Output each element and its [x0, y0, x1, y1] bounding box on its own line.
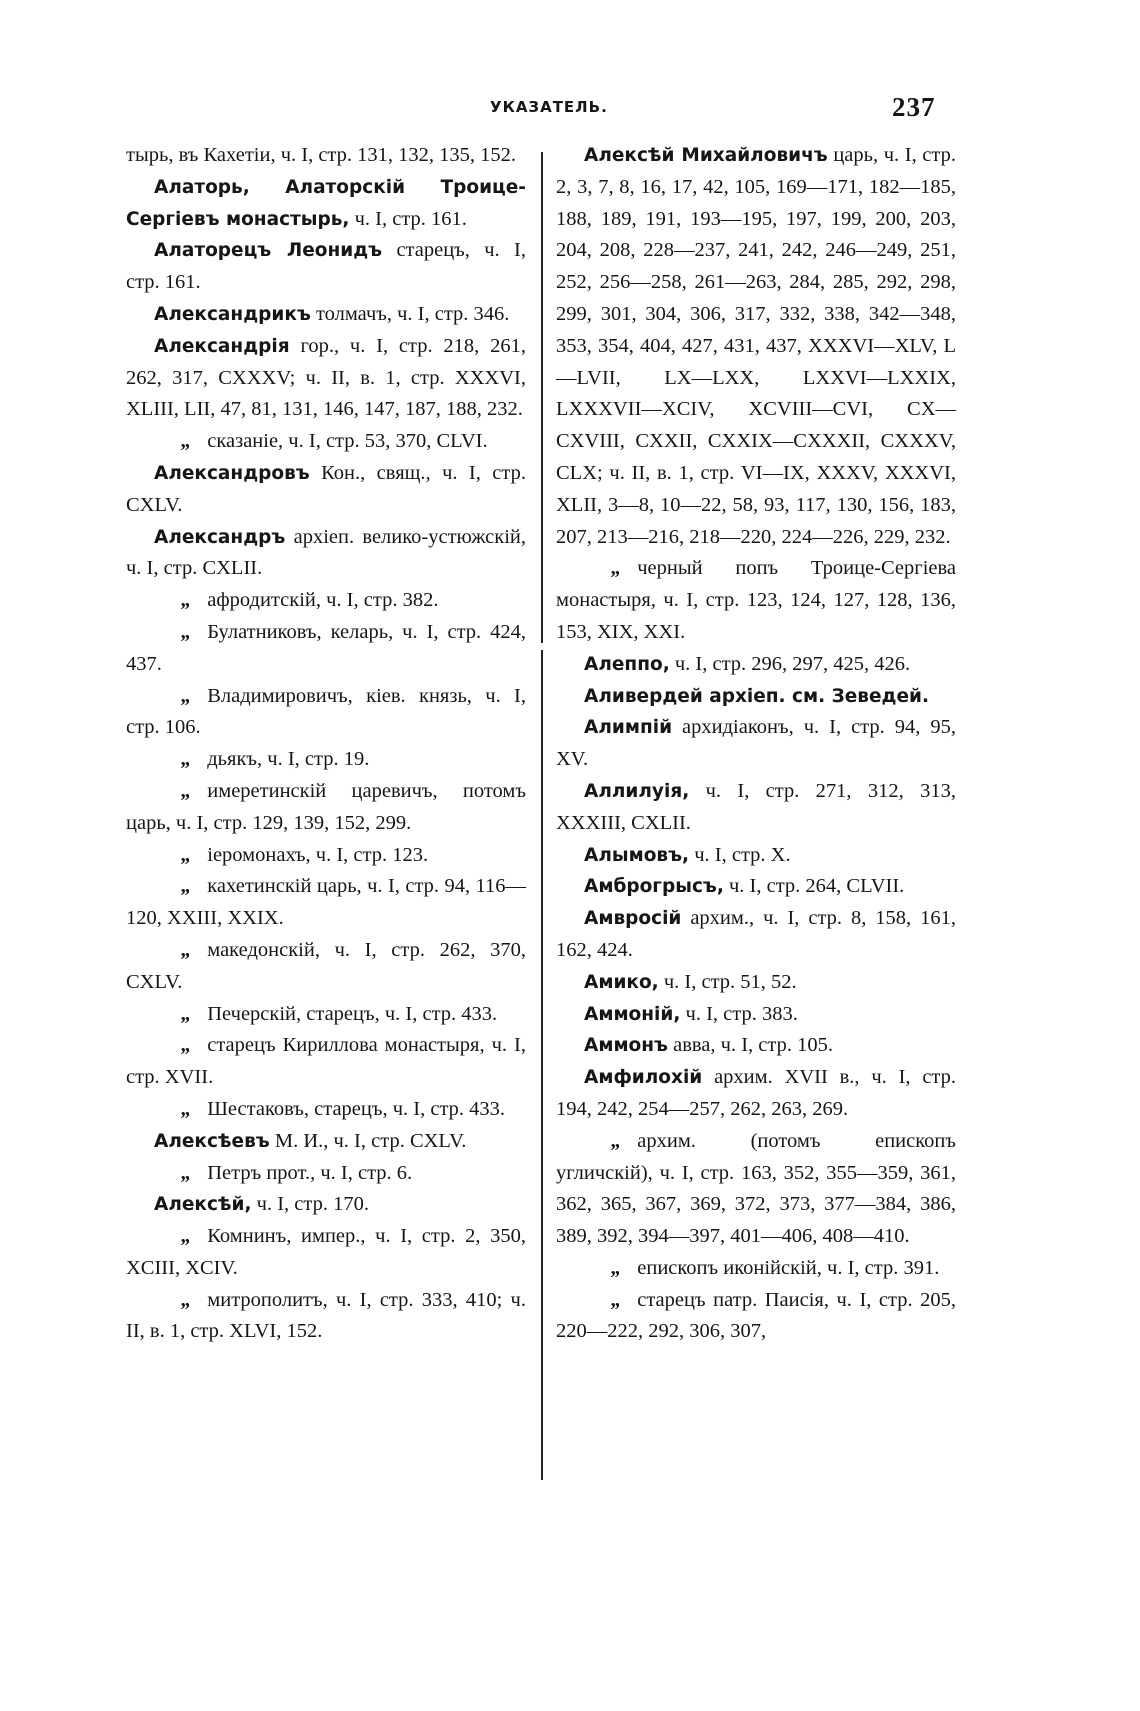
entry-text: епископъ иконійскій, ч. I, стр. 391.: [637, 1256, 940, 1279]
index-entry: [556, 776, 956, 840]
index-subentry: [556, 1253, 956, 1285]
index-entry: [126, 235, 526, 299]
entry-headword: Амико,: [584, 971, 659, 993]
entry-text: Кон., свящ., ч. I, стр. CXLV.: [126, 461, 526, 516]
index-subentry: [556, 1285, 956, 1349]
ditto-mark: „: [181, 589, 192, 612]
entry-headword: Александровъ: [154, 462, 310, 484]
index-entry: [556, 649, 956, 681]
index-entry: [126, 1126, 526, 1158]
index-subentry: [126, 426, 526, 458]
ditto-mark: „: [611, 1129, 622, 1152]
ditto-mark: „: [181, 1161, 192, 1184]
entry-headword: Алексѣй,: [154, 1194, 252, 1216]
index-entry: [556, 1062, 956, 1126]
index-subentry: [126, 840, 526, 872]
ditto-mark: „: [181, 779, 192, 802]
entry-text: ч. I, стр. 51, 52.: [663, 970, 797, 993]
entry-headword: Амброгрысъ,: [584, 876, 724, 898]
index-subentry: [126, 1158, 526, 1190]
entry-headword: Амфилохій: [584, 1067, 703, 1089]
entry-text: ч. I, стр. 264, CLVII.: [728, 875, 905, 898]
entry-text: имеретинскій царевичъ, потомъ царь, ч. I, стр. 129, 139, 152, 299.: [126, 779, 526, 834]
index-entry: [556, 712, 956, 776]
index-entry: [556, 999, 956, 1031]
entry-headword: Александрія: [154, 335, 290, 357]
entry-text: Печерскій, старецъ, ч. I, стр. 433.: [207, 1002, 498, 1025]
ditto-mark: „: [181, 748, 192, 771]
entry-text: Шестаковъ, старецъ, ч. I, стр. 433.: [207, 1097, 506, 1120]
ditto-mark: „: [611, 557, 622, 580]
page-number: 237: [892, 92, 936, 122]
ditto-mark: „: [181, 1225, 192, 1248]
ditto-mark: „: [181, 1288, 192, 1311]
entry-text: Булатниковъ, келарь, ч. I, стр. 424, 437.: [126, 620, 526, 675]
entry-text: Петръ прот., ч. I, стр. 6.: [207, 1161, 413, 1184]
entry-text: сказаніе, ч. I, стр. 53, 370, CLVI.: [207, 430, 488, 453]
ditto-mark: „: [181, 430, 192, 453]
ditto-mark: „: [181, 1097, 192, 1120]
entry-headword: Алимпій: [584, 717, 673, 739]
index-entry: [126, 1189, 526, 1221]
index-subentry: [126, 935, 526, 999]
index-subentry: [556, 1126, 956, 1253]
index-subentry: [556, 553, 956, 648]
index-subentry: [126, 585, 526, 617]
ditto-mark: „: [181, 1002, 192, 1025]
entry-text: ч. I, стр. 383.: [685, 1002, 798, 1025]
ditto-mark: „: [611, 1256, 622, 1279]
index-subentry: [126, 871, 526, 935]
index-entry: [556, 967, 956, 999]
entry-text: Комнинъ, импер., ч. I, стр. 2, 350, XCIII, XCIV.: [126, 1225, 526, 1279]
index-entry: [126, 299, 526, 331]
ditto-mark: „: [181, 684, 192, 707]
ditto-mark: „: [611, 1288, 622, 1311]
entry-text: архіеп. велико-устюжскій, ч. I, стр. CXLII.: [126, 525, 526, 580]
index-entry: [126, 331, 526, 426]
entry-headword: Амвросій: [584, 908, 682, 930]
index-subentry: [126, 1221, 526, 1285]
entry-headword: Алаторецъ Леонидъ: [154, 240, 383, 262]
running-title: УКАЗАТЕЛЬ.: [490, 98, 608, 116]
index-entry: [126, 172, 526, 236]
index-subentry: [126, 617, 526, 681]
index-entry: [556, 681, 956, 713]
entry-headword: Алаторь, Алаторскій Троице-Сергіевъ монастырь,: [126, 176, 526, 230]
entry-headword: Аливердей архіеп. см. Зеведей.: [584, 685, 929, 707]
entry-text: іеромонахъ, ч. I, стр. 123.: [207, 843, 429, 866]
entry-text: архидіаконъ, ч. I, стр. 94, 95, XV.: [556, 716, 956, 771]
entry-text: дьякъ, ч. I, стр. 19.: [207, 748, 370, 771]
entry-headword: Алеппо,: [584, 653, 670, 675]
entry-text: ч. I, стр. 296, 297, 425, 426.: [674, 652, 911, 675]
entry-headword: Аммонъ: [584, 1035, 668, 1057]
entry-text: царь, ч. I, стр. 2, 3, 7, 8, 16, 17, 42, 105, 169—171, 182—185, 188, 189, 191, 193—195, 197, 199, 200, 203, 204, 208, 228—237, 241, 242, 246—249, 251, 252, 256—258, 261—263, 284, 285, 292, 298, 299, 301, 304, 306, 317, 332, 338, 342—348, 353, 354, 404, 427, 431, 437, XXXVI—XLV, L—LVII, LX—LXX, LXXVI—LXXIX, LXXXVII—XCIV, XCVIII—CVI, CX—CXVIII, CXXII, CXXIX—CXXXII, CXXXV, CLX; ч. II, в. 1, стр. VI—IX, XXXV, XXXVI, XLII, 3—8, 10—22, 58, 93, 117, 130, 156, 183, 207, 213—216, 218—220, 224—226, 229, 232.: [556, 144, 956, 548]
index-entry: [556, 903, 956, 967]
entry-text: толмачъ, ч. I, стр. 346.: [315, 302, 510, 325]
running-header: [0, 92, 1140, 132]
index-entry: [556, 140, 956, 553]
entry-headword: Алексѣевъ: [154, 1130, 270, 1152]
entry-text: старецъ патр. Паисія, ч. I, стр. 205, 220—222, 292, 306, 307,: [556, 1288, 956, 1343]
ditto-mark: „: [181, 620, 192, 643]
ditto-mark: „: [181, 1034, 192, 1057]
index-subentry: [126, 1094, 526, 1126]
entry-headword: Александръ: [154, 526, 286, 548]
column-divider-lower: [541, 650, 543, 1480]
column-divider: [541, 152, 543, 643]
entry-text: Владимировичъ, кіев. князь, ч. I, стр. 106.: [126, 684, 526, 739]
entry-text: ч. I, стр. X.: [694, 843, 791, 866]
entry-text: митрополитъ, ч. I, стр. 333, 410; ч. II, в. 1, стр. XLVI, 152.: [126, 1288, 526, 1343]
index-entry: [556, 840, 956, 872]
index-subentry: [126, 1030, 526, 1094]
entry-headword: Аммоній,: [584, 1003, 681, 1025]
entry-text: архим. XVII в., ч. I, стр. 194, 242, 254—257, 262, 263, 269.: [556, 1066, 957, 1120]
index-subentry: [126, 776, 526, 840]
ditto-mark: „: [181, 875, 192, 898]
index-entry: [126, 458, 526, 522]
index-entry: [556, 871, 956, 903]
entry-text: М. И., ч. I, стр. CXLV.: [274, 1129, 467, 1152]
entry-text: гор., ч. I, стр. 218, 261, 262, 317, CXXXV; ч. II, в. 1, стр. XXXVI, XLIII, LII, 47, 81, 131, 146, 147, 187, 188, 232.: [126, 334, 527, 421]
entry-text: старецъ Кириллова монастыря, ч. I, стр. XVII.: [126, 1034, 526, 1089]
entry-text: ч. I, стр. 271, 312, 313, XXXIII, CXLII.: [556, 779, 956, 834]
index-subentry: [126, 744, 526, 776]
right-column: [556, 140, 956, 1348]
index-entry: [556, 1030, 956, 1062]
index-entry: [126, 522, 526, 586]
entry-text: македонскій, ч. I, стр. 262, 370, CXLV.: [126, 938, 526, 993]
entry-text: тырь, въ Кахетіи, ч. I, стр. 131, 132, 135, 152.: [126, 144, 517, 166]
entry-text: авва, ч. I, стр. 105.: [673, 1034, 833, 1057]
left-column: [126, 140, 526, 1348]
entry-headword: Алексѣй Михайловичъ: [584, 145, 828, 166]
ditto-mark: „: [181, 938, 192, 961]
entry-text: кахетинскій царь, ч. I, стр. 94, 116—120, XXIII, XXIX.: [126, 875, 526, 930]
entry-text: ч. I, стр. 161.: [354, 207, 467, 230]
index-subentry: [126, 999, 526, 1031]
entry-headword: Аллилуія,: [584, 780, 690, 802]
entry-text: ч. I, стр. 170.: [256, 1193, 369, 1216]
index-entry: [126, 140, 526, 172]
entry-text: черный попъ Троице-Сергіева монастыря, ч. I, стр. 123, 124, 127, 128, 136, 153, XIX, XXI.: [556, 557, 956, 643]
index-subentry: [126, 681, 526, 745]
entry-text: архим., ч. I, стр. 8, 158, 161, 162, 424.: [556, 907, 956, 961]
entry-headword: Александрикъ: [154, 303, 311, 325]
entry-headword: Алымовъ,: [584, 844, 690, 866]
entry-text: старецъ, ч. I, стр. 161.: [126, 239, 526, 294]
entry-text: афродитскій, ч. I, стр. 382.: [207, 589, 439, 612]
ditto-mark: „: [181, 843, 192, 866]
index-subentry: [126, 1285, 526, 1349]
entry-text: архим. (потомъ епископъ угличскій), ч. I, стр. 163, 352, 355—359, 361, 362, 365, 367, 369, 372, 373, 377—384, 386, 389, 392, 394—397, 401—406, 408—410.: [556, 1129, 956, 1248]
